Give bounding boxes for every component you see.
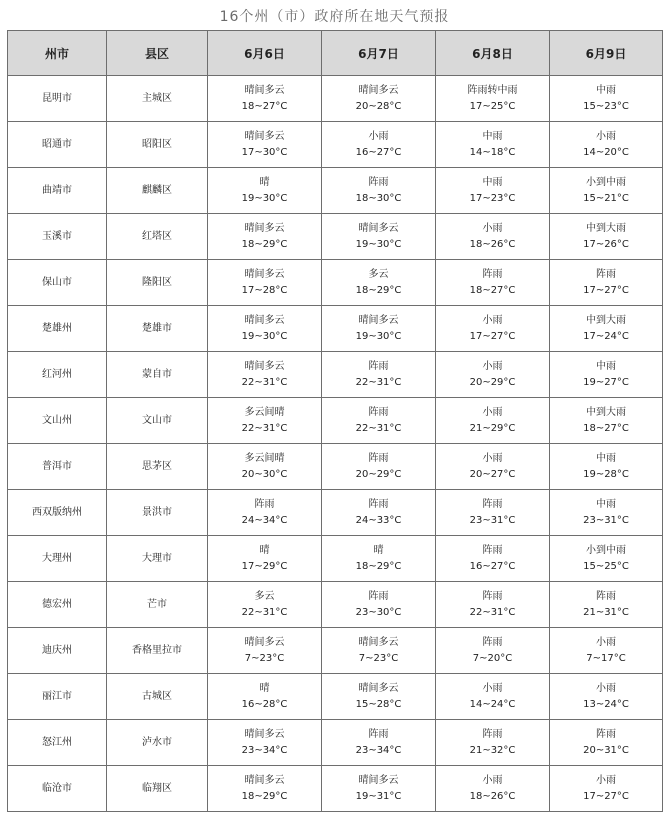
weather-condition: 晴间多云 — [244, 84, 285, 96]
temperature-range: 7~23°C — [244, 652, 285, 664]
temperature-range: 23~34°C — [241, 744, 288, 756]
forecast-cell-day-4 — [550, 444, 663, 490]
weather-condition: 小雨 — [482, 360, 503, 372]
forecast-cell-day-3 — [436, 306, 550, 352]
district-cell: 香格里拉市 — [107, 628, 208, 674]
temperature-range: 22~31°C — [241, 376, 288, 388]
weather-condition: 小雨 — [482, 682, 503, 694]
forecast-cell-day-1 — [208, 582, 322, 628]
temperature-range: 19~30°C — [241, 192, 288, 204]
temperature-range: 21~32°C — [469, 744, 516, 756]
weather-condition: 晴间多云 — [358, 84, 399, 96]
district-cell: 昭阳区 — [107, 122, 208, 168]
temperature-range: 15~25°C — [583, 560, 629, 572]
city-cell: 文山州 — [8, 398, 107, 444]
forecast-cell-day-1 — [208, 536, 322, 582]
table-row — [8, 214, 663, 260]
table-row — [8, 628, 663, 674]
temperature-range: 22~31°C — [241, 606, 288, 618]
forecast-cell-day-4 — [550, 720, 663, 766]
weather-condition: 阵雨 — [368, 406, 389, 418]
city-cell: 红河州 — [8, 352, 107, 398]
forecast-cell-day-1 — [208, 260, 322, 306]
header-day-4: 6月9日 — [550, 31, 663, 76]
weather-condition: 晴间多云 — [358, 774, 399, 786]
table-row — [8, 536, 663, 582]
temperature-range: 20~28°C — [355, 100, 402, 112]
header-city: 州市 — [8, 31, 107, 76]
weather-condition: 阵雨 — [368, 728, 389, 740]
temperature-range: 20~29°C — [355, 468, 402, 480]
table-row — [8, 260, 663, 306]
forecast-cell-day-2 — [322, 214, 436, 260]
weather-condition: 晴 — [259, 176, 270, 188]
forecast-cell-day-3 — [436, 122, 550, 168]
table-row — [8, 76, 663, 122]
forecast-cell-day-4 — [550, 352, 663, 398]
table-row — [8, 352, 663, 398]
forecast-cell-day-3 — [436, 490, 550, 536]
forecast-cell-day-1 — [208, 444, 322, 490]
city-cell: 玉溪市 — [8, 214, 107, 260]
temperature-range: 17~25°C — [469, 100, 516, 112]
weather-condition: 小雨 — [482, 452, 503, 464]
weather-condition: 中到大雨 — [586, 314, 626, 326]
temperature-range: 23~31°C — [583, 514, 629, 526]
weather-condition: 阵雨转中雨 — [467, 84, 518, 96]
weather-condition: 阵雨 — [482, 498, 503, 510]
forecast-cell-day-2 — [322, 168, 436, 214]
temperature-range: 23~31°C — [469, 514, 516, 526]
forecast-cell-day-1 — [208, 674, 322, 720]
temperature-range: 14~20°C — [583, 146, 629, 158]
forecast-cell-day-1 — [208, 398, 322, 444]
district-cell: 大理市 — [107, 536, 208, 582]
weather-condition: 阵雨 — [368, 360, 389, 372]
city-cell: 德宏州 — [8, 582, 107, 628]
weather-condition: 多云间晴 — [244, 406, 285, 418]
temperature-range: 18~26°C — [469, 790, 516, 802]
district-cell: 文山市 — [107, 398, 208, 444]
forecast-cell-day-1 — [208, 766, 322, 812]
temperature-range: 14~18°C — [469, 146, 516, 158]
weather-condition: 晴间多云 — [358, 636, 399, 648]
weather-condition: 阵雨 — [596, 590, 616, 602]
weather-condition: 中到大雨 — [586, 406, 626, 418]
weather-condition: 小雨 — [482, 314, 503, 326]
weather-condition: 中雨 — [596, 84, 616, 96]
weather-condition: 中雨 — [596, 360, 616, 372]
district-cell: 泸水市 — [107, 720, 208, 766]
forecast-cell-day-4 — [550, 260, 663, 306]
district-cell: 临翔区 — [107, 766, 208, 812]
forecast-cell-day-1 — [208, 214, 322, 260]
weather-condition: 晴间多云 — [358, 314, 399, 326]
forecast-cell-day-1 — [208, 720, 322, 766]
weather-condition: 小雨 — [482, 406, 503, 418]
forecast-cell-day-1 — [208, 628, 322, 674]
weather-condition: 晴间多云 — [244, 130, 285, 142]
temperature-range: 13~24°C — [583, 698, 629, 710]
header-district: 县区 — [107, 31, 208, 76]
temperature-range: 22~31°C — [469, 606, 516, 618]
weather-condition: 晴间多云 — [244, 774, 285, 786]
temperature-range: 17~27°C — [583, 284, 629, 296]
forecast-cell-day-2 — [322, 398, 436, 444]
weather-condition: 晴间多云 — [244, 222, 285, 234]
table-row — [8, 582, 663, 628]
district-cell: 蒙自市 — [107, 352, 208, 398]
forecast-cell-day-3 — [436, 766, 550, 812]
weather-condition: 阵雨 — [368, 176, 389, 188]
temperature-range: 17~26°C — [583, 238, 629, 250]
district-cell: 古城区 — [107, 674, 208, 720]
temperature-range: 18~26°C — [469, 238, 516, 250]
weather-condition: 阵雨 — [482, 590, 503, 602]
weather-condition: 阵雨 — [482, 268, 503, 280]
city-cell: 楚雄州 — [8, 306, 107, 352]
weather-condition: 小雨 — [596, 774, 616, 786]
temperature-range: 19~31°C — [355, 790, 402, 802]
forecast-cell-day-4 — [550, 76, 663, 122]
forecast-cell-day-1 — [208, 352, 322, 398]
temperature-range: 17~27°C — [469, 330, 516, 342]
temperature-range: 19~30°C — [355, 238, 402, 250]
temperature-range: 20~29°C — [469, 376, 516, 388]
header-day-3: 6月8日 — [436, 31, 550, 76]
temperature-range: 15~23°C — [583, 100, 629, 112]
weather-condition: 小雨 — [368, 130, 389, 142]
forecast-cell-day-4 — [550, 306, 663, 352]
temperature-range: 19~27°C — [583, 376, 629, 388]
city-cell: 昆明市 — [8, 76, 107, 122]
forecast-cell-day-4 — [550, 398, 663, 444]
temperature-range: 19~28°C — [583, 468, 629, 480]
temperature-range: 18~30°C — [355, 192, 402, 204]
table-row — [8, 766, 663, 812]
forecast-body — [8, 76, 663, 812]
forecast-cell-day-2 — [322, 628, 436, 674]
city-cell: 怒江州 — [8, 720, 107, 766]
forecast-cell-day-3 — [436, 168, 550, 214]
temperature-range: 7~23°C — [358, 652, 399, 664]
table-row — [8, 122, 663, 168]
table-row — [8, 720, 663, 766]
temperature-range: 18~29°C — [241, 790, 288, 802]
weather-condition: 晴间多云 — [244, 268, 285, 280]
temperature-range: 18~29°C — [241, 238, 288, 250]
temperature-range: 22~31°C — [355, 376, 402, 388]
table-row — [8, 168, 663, 214]
temperature-range: 20~31°C — [583, 744, 629, 756]
district-cell: 芒市 — [107, 582, 208, 628]
weather-condition: 晴 — [259, 544, 270, 556]
temperature-range: 22~31°C — [355, 422, 402, 434]
district-cell: 隆阳区 — [107, 260, 208, 306]
forecast-cell-day-1 — [208, 122, 322, 168]
weather-condition: 阵雨 — [596, 268, 616, 280]
forecast-cell-day-3 — [436, 582, 550, 628]
temperature-range: 18~27°C — [241, 100, 288, 112]
temperature-range: 20~30°C — [241, 468, 288, 480]
forecast-cell-day-3 — [436, 720, 550, 766]
city-cell: 临沧市 — [8, 766, 107, 812]
table-row — [8, 674, 663, 720]
weather-condition: 小到中雨 — [586, 176, 626, 188]
header-day-2: 6月7日 — [322, 31, 436, 76]
temperature-range: 23~34°C — [355, 744, 402, 756]
temperature-range: 17~28°C — [241, 284, 288, 296]
table-row — [8, 490, 663, 536]
forecast-table — [7, 30, 663, 812]
temperature-range: 23~30°C — [355, 606, 402, 618]
district-cell: 景洪市 — [107, 490, 208, 536]
weather-condition: 晴间多云 — [244, 636, 285, 648]
weather-condition: 阵雨 — [482, 728, 503, 740]
weather-condition: 晴间多云 — [244, 360, 285, 372]
forecast-cell-day-2 — [322, 720, 436, 766]
forecast-cell-day-2 — [322, 122, 436, 168]
temperature-range: 17~29°C — [241, 560, 288, 572]
temperature-range: 14~24°C — [469, 698, 516, 710]
temperature-range: 18~27°C — [583, 422, 629, 434]
forecast-cell-day-2 — [322, 76, 436, 122]
weather-condition: 晴间多云 — [244, 728, 285, 740]
weather-condition: 中雨 — [596, 452, 616, 464]
temperature-range: 17~23°C — [469, 192, 516, 204]
forecast-cell-day-1 — [208, 168, 322, 214]
weather-condition: 晴间多云 — [358, 222, 399, 234]
temperature-range: 21~31°C — [583, 606, 629, 618]
forecast-cell-day-4 — [550, 674, 663, 720]
city-cell: 丽江市 — [8, 674, 107, 720]
city-cell: 西双版纳州 — [8, 490, 107, 536]
temperature-range: 17~24°C — [583, 330, 629, 342]
temperature-range: 15~21°C — [583, 192, 629, 204]
weather-condition: 晴间多云 — [358, 682, 399, 694]
temperature-range: 16~27°C — [469, 560, 516, 572]
temperature-range: 7~17°C — [586, 652, 626, 664]
weather-condition: 阵雨 — [482, 636, 503, 648]
forecast-cell-day-3 — [436, 628, 550, 674]
temperature-range: 7~20°C — [472, 652, 513, 664]
forecast-cell-day-2 — [322, 490, 436, 536]
forecast-cell-day-1 — [208, 76, 322, 122]
forecast-cell-day-3 — [436, 536, 550, 582]
temperature-range: 20~27°C — [469, 468, 516, 480]
district-cell: 楚雄市 — [107, 306, 208, 352]
forecast-cell-day-3 — [436, 674, 550, 720]
city-cell: 大理州 — [8, 536, 107, 582]
header-day-1: 6月6日 — [208, 31, 322, 76]
weather-condition: 阵雨 — [254, 498, 275, 510]
weather-condition: 小雨 — [596, 636, 616, 648]
forecast-cell-day-4 — [550, 214, 663, 260]
forecast-cell-day-4 — [550, 536, 663, 582]
temperature-range: 24~33°C — [355, 514, 402, 526]
forecast-cell-day-3 — [436, 398, 550, 444]
forecast-cell-day-3 — [436, 444, 550, 490]
weather-condition: 阵雨 — [368, 452, 389, 464]
forecast-cell-day-3 — [436, 214, 550, 260]
weather-condition: 晴间多云 — [244, 314, 285, 326]
district-cell: 红塔区 — [107, 214, 208, 260]
forecast-cell-day-3 — [436, 352, 550, 398]
weather-condition: 小雨 — [482, 222, 503, 234]
temperature-range: 15~28°C — [355, 698, 402, 710]
weather-condition: 中到大雨 — [586, 222, 626, 234]
weather-condition: 晴 — [259, 682, 270, 694]
district-cell: 麒麟区 — [107, 168, 208, 214]
forecast-cell-day-2 — [322, 766, 436, 812]
city-cell: 曲靖市 — [8, 168, 107, 214]
weather-condition: 阵雨 — [368, 590, 389, 602]
weather-condition: 小到中雨 — [586, 544, 626, 556]
forecast-cell-day-4 — [550, 490, 663, 536]
temperature-range: 19~30°C — [241, 330, 288, 342]
forecast-cell-day-3 — [436, 76, 550, 122]
forecast-cell-day-2 — [322, 306, 436, 352]
forecast-cell-day-1 — [208, 490, 322, 536]
city-cell: 保山市 — [8, 260, 107, 306]
weather-condition: 中雨 — [482, 130, 503, 142]
district-cell: 思茅区 — [107, 444, 208, 490]
forecast-cell-day-2 — [322, 352, 436, 398]
district-cell: 主城区 — [107, 76, 208, 122]
forecast-cell-day-2 — [322, 260, 436, 306]
forecast-cell-day-2 — [322, 582, 436, 628]
temperature-range: 16~27°C — [355, 146, 402, 158]
weather-condition: 中雨 — [596, 498, 616, 510]
forecast-cell-day-1 — [208, 306, 322, 352]
forecast-cell-day-3 — [436, 260, 550, 306]
city-cell: 昭通市 — [8, 122, 107, 168]
weather-condition: 小雨 — [596, 130, 616, 142]
temperature-range: 18~27°C — [469, 284, 516, 296]
weather-condition: 多云 — [254, 590, 275, 602]
weather-condition: 中雨 — [482, 176, 503, 188]
table-row — [8, 444, 663, 490]
weather-condition: 小雨 — [596, 682, 616, 694]
weather-condition: 小雨 — [482, 774, 503, 786]
temperature-range: 18~29°C — [355, 560, 402, 572]
weather-condition: 阵雨 — [596, 728, 616, 740]
forecast-cell-day-4 — [550, 766, 663, 812]
temperature-range: 17~27°C — [583, 790, 629, 802]
page-title: 16个州（市）政府所在地天气预报 — [219, 9, 450, 25]
forecast-cell-day-4 — [550, 628, 663, 674]
weather-condition: 阵雨 — [368, 498, 389, 510]
temperature-range: 19~30°C — [355, 330, 402, 342]
weather-condition: 阵雨 — [482, 544, 503, 556]
temperature-range: 17~30°C — [241, 146, 288, 158]
table-row — [8, 306, 663, 352]
forecast-cell-day-4 — [550, 168, 663, 214]
city-cell: 普洱市 — [8, 444, 107, 490]
city-cell: 迪庆州 — [8, 628, 107, 674]
forecast-cell-day-2 — [322, 444, 436, 490]
weather-condition: 多云 — [368, 268, 389, 280]
temperature-range: 21~29°C — [469, 422, 516, 434]
temperature-range: 16~28°C — [241, 698, 288, 710]
weather-condition: 晴 — [373, 544, 384, 556]
table-row — [8, 398, 663, 444]
temperature-range: 22~31°C — [241, 422, 288, 434]
weather-condition: 多云间晴 — [244, 452, 285, 464]
forecast-cell-day-2 — [322, 536, 436, 582]
temperature-range: 18~29°C — [355, 284, 402, 296]
forecast-cell-day-4 — [550, 582, 663, 628]
forecast-cell-day-2 — [322, 674, 436, 720]
temperature-range: 24~34°C — [241, 514, 288, 526]
header-row — [8, 31, 663, 76]
forecast-cell-day-4 — [550, 122, 663, 168]
